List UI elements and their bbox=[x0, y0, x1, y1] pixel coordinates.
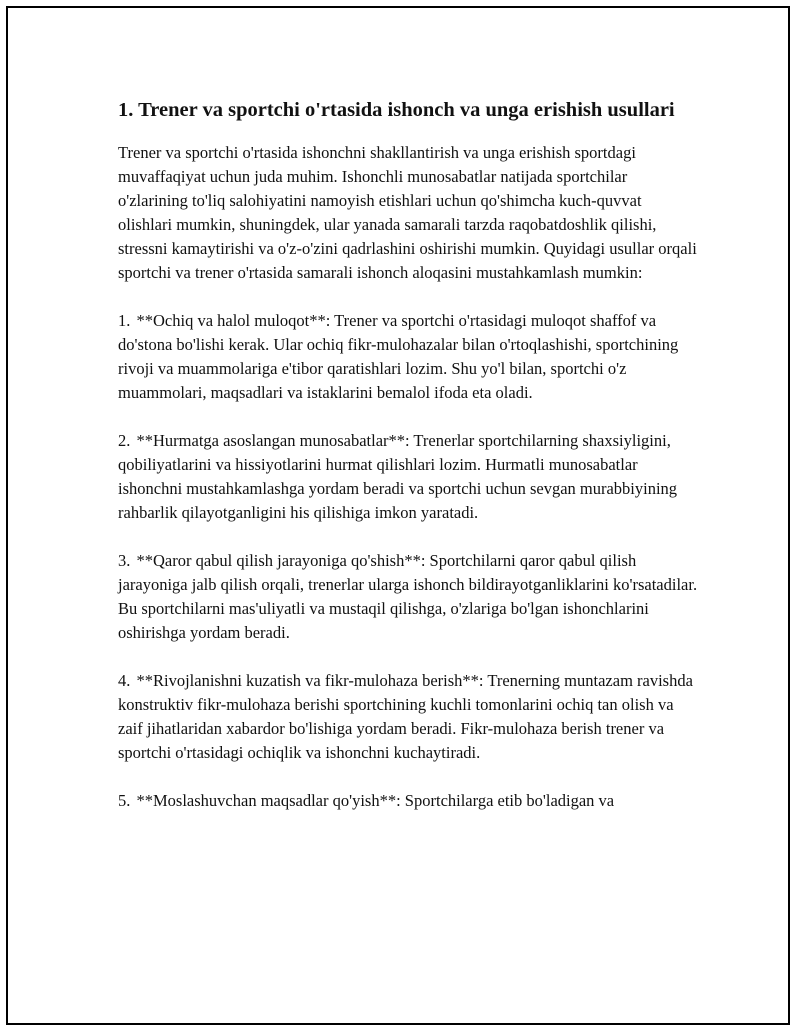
list-item-3 bbox=[118, 549, 698, 645]
list-item-number: 1. bbox=[118, 311, 131, 330]
list-item-text: **Qaror qabul qilish jarayoniga qo'shish**: Sportchilarni qaror qabul qilish jarayoniga jalb qilish orqali, trenerlar ularga ishonch bildirayotganliklarini ko'rsatadilar. Bu sportchilarni mas'uliyatli va mustaqil qilishga, o'zlariga bo'lgan ishonchlarini oshirishga yordam beradi. bbox=[118, 551, 698, 642]
section-heading: 1. Trener va sportchi o'rtasida ishonch va unga erishish usullari bbox=[118, 99, 675, 121]
document-body bbox=[118, 96, 698, 837]
list-item-text: **Ochiq va halol muloqot**: Trener va sportchi o'rtasidagi muloqot shaffof va do'stona bo'lishi kerak. Ular ochiq fikr-mulohazalar bilan o'rtoqlashishi, sportchining rivoji va muammolariga e'tibor qaratishlari lozim. Shu yo'l bilan, sportchi o'z muammolari, maqsadlari va istaklarini bemalol ifoda eta oladi. bbox=[118, 311, 679, 402]
list-item-number: 4. bbox=[118, 671, 131, 690]
list-item-text: **Hurmatga asoslangan munosabatlar**: Trenerlar sportchilarning shaxsiyligini, qobiliyatlarini va hissiyotlarini hurmat qilishlari lozim. Hurmatli munosabatlar ishonchni mustahkamlashga yordam beradi va sportchi uchun sevgan murabbiyining rahbarlik qilayotganligini his qilishiga imkon yaratadi. bbox=[118, 431, 678, 522]
list-item-2 bbox=[118, 429, 698, 525]
list-item-1 bbox=[118, 309, 698, 405]
list-item-5 bbox=[118, 789, 698, 813]
list-item-number: 3. bbox=[118, 551, 131, 570]
list-item-number: 2. bbox=[118, 431, 131, 450]
list-item-4 bbox=[118, 669, 698, 765]
document-page bbox=[6, 6, 790, 1025]
intro-paragraph: Trener va sportchi o'rtasida ishonchni shakllantirish va unga erishish sportdagi muvaffaqiyat uchun juda muhim. Ishonchli munosabatlar natijada sportchilar o'zlarining to'liq salohiyatini namoyish etishlari uchun qo'shimcha kuch-quvvat olishlari mumkin, shuningdek, ular yanada samarali tarzda raqobatdoshlik qilishi, stressni kamaytirishi va o'z-o'zini qadrlashini oshirishi mumkin. Quyidagi usullar orqali sportchi va trener o'rtasida samarali ishonch aloqasini mustahkamlash mumkin: bbox=[118, 143, 697, 282]
list-item-text: **Moslashuvchan maqsadlar qo'yish**: Sportchilarga etib bo'ladigan va bbox=[136, 791, 615, 810]
list-item-text: **Rivojlanishni kuzatish va fikr-mulohaza berish**: Trenerning muntazam ravishda konstruktiv fikr-mulohaza berishi sportchining kuchli tomonlarini ochiq tan olish va zaif jihatlaridan xabardor bo'lishiga yordam beradi. Fikr-mulohaza berish trener va sportchi o'rtasidagi ochiqlik va ishonchni kuchaytiradi. bbox=[118, 671, 693, 762]
list-item-number: 5. bbox=[118, 791, 131, 810]
